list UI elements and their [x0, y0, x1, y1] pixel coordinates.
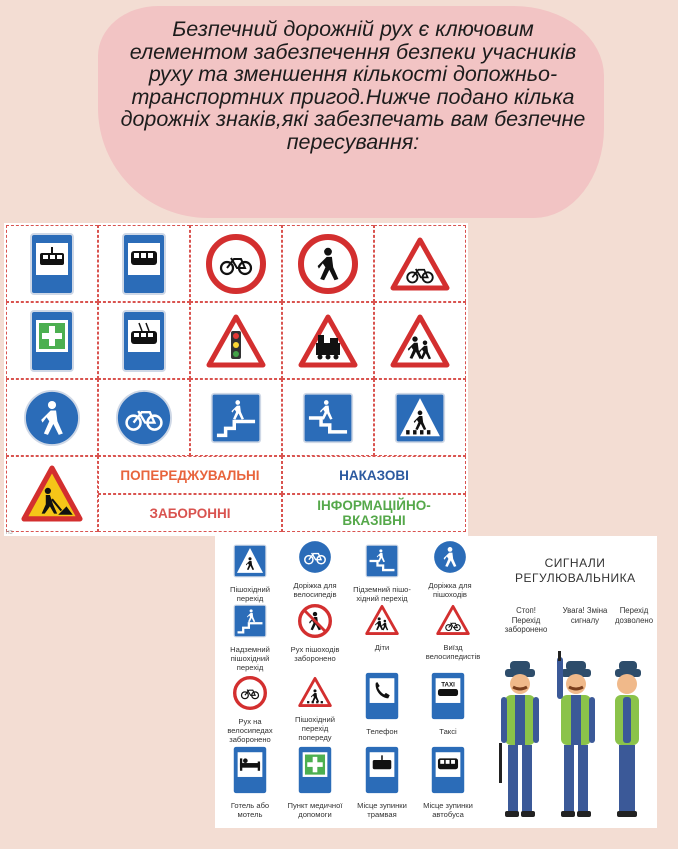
no-bicycles-sign: [190, 225, 282, 302]
traffic-officer-2: [557, 651, 595, 817]
sign-taxi: [418, 672, 478, 736]
mandatory-signs-label: НАКАЗОВІ: [282, 456, 466, 494]
sign-caption: Доріжка для пішоходів: [428, 581, 472, 599]
bicycle-path-sign: [98, 379, 190, 456]
sign-caption: Діти: [374, 643, 390, 652]
road-signs-board: [4, 223, 468, 536]
sign-no-bicycles: [220, 676, 280, 744]
traffic-light-warning-sign: [190, 302, 282, 379]
signals-title: СИГНАЛИ РЕГУЛЮВАЛЬНИКА: [515, 556, 636, 585]
sign-caption: Пішохідний перехід попереду: [295, 715, 335, 742]
informational-signs-label: ІНФОРМАЦІЙНО-ВКАЗІВНІ: [282, 494, 466, 532]
medical-aid-sign: [6, 302, 98, 379]
sign-tram-stop: [352, 746, 412, 819]
traffic-controllers-illustration: [495, 651, 655, 826]
sign-caption: Підземний пішо-хідний перехід: [353, 585, 411, 603]
sign-caption: Рух пішоходів заборонено: [290, 645, 340, 663]
sign-caption: Готель або мотель: [230, 801, 270, 819]
sign-caption: Пункт медичної допомоги: [287, 801, 343, 819]
sign-cyclists-exit: [420, 604, 486, 661]
pedestrian-path-sign: [6, 379, 98, 456]
sign-caption: Місце зупинки трамвая: [357, 801, 407, 819]
sign-bus-stop: [418, 746, 478, 819]
cyclists-warning-sign: [374, 225, 466, 302]
children-warning-sign: [374, 302, 466, 379]
overpass-crossing-sign: [190, 379, 282, 456]
bus-stop-sign: [98, 225, 190, 302]
traffic-officer-1: [499, 661, 539, 817]
warning-signs-label: ПОПЕРЕДЖУВАЛЬНІ: [98, 456, 282, 494]
intro-text: Безпечний дорожній рух є ключовим елементом забезпечення безпеки учасників руху та зменшення кількості допожньо-транспортних пригод.Нижче подано кілька дорожніх знаків,які забезпечать вам безпечне пересування:: [120, 17, 586, 154]
sign-medical-aid: [285, 746, 345, 819]
sign-no-pedestrians: [285, 604, 345, 663]
sign-pedestrian-path: [420, 540, 480, 599]
trolleybus-stop-sign: [98, 302, 190, 379]
taxi-label: TAXI: [441, 681, 455, 689]
sign-bicycle-path: [285, 540, 345, 599]
underpass-crossing-sign: [282, 379, 374, 456]
railway-crossing-sign: [282, 302, 374, 379]
pedestrian-crossing-sign: [374, 379, 466, 456]
sign-hotel: [220, 746, 280, 819]
sign-children: [352, 604, 412, 652]
sign-caption: Телефон: [366, 727, 398, 736]
sign-pedestrian-crossing: [220, 544, 280, 603]
signs-and-signals-board: [215, 536, 657, 828]
signal-attention-caption: Увага! Зміна сигналу: [562, 606, 608, 625]
road-works-sign: [6, 456, 98, 532]
tram-stop-sign: [6, 225, 98, 302]
sign-telephone: [352, 672, 412, 736]
sign-caption: Пішохідний перехід: [230, 585, 270, 603]
sign-underpass: [347, 544, 417, 603]
sign-overpass: [220, 604, 280, 672]
sign-caption: Надземний пішохідний перехід: [230, 645, 270, 672]
board-footnote: НЗ: [6, 530, 13, 536]
sign-caption: Виїзд велосипедистів: [425, 643, 481, 661]
sign-crossing-ahead: [285, 676, 345, 742]
signal-go-caption: Перехід дозволено: [614, 606, 654, 625]
sign-caption: Місце зупинки автобуса: [423, 801, 473, 819]
sign-caption: Доріжка для велосипедів: [293, 581, 337, 599]
signal-stop-caption: Стоп! Перехід заборонено: [504, 606, 548, 634]
sign-caption: Таксі: [439, 727, 457, 736]
no-pedestrians-sign: [282, 225, 374, 302]
sign-caption: Рух на велосипедах заборонено: [227, 717, 273, 744]
traffic-officer-3: [615, 661, 641, 817]
prohibitory-signs-label: ЗАБОРОННІ: [98, 494, 282, 532]
